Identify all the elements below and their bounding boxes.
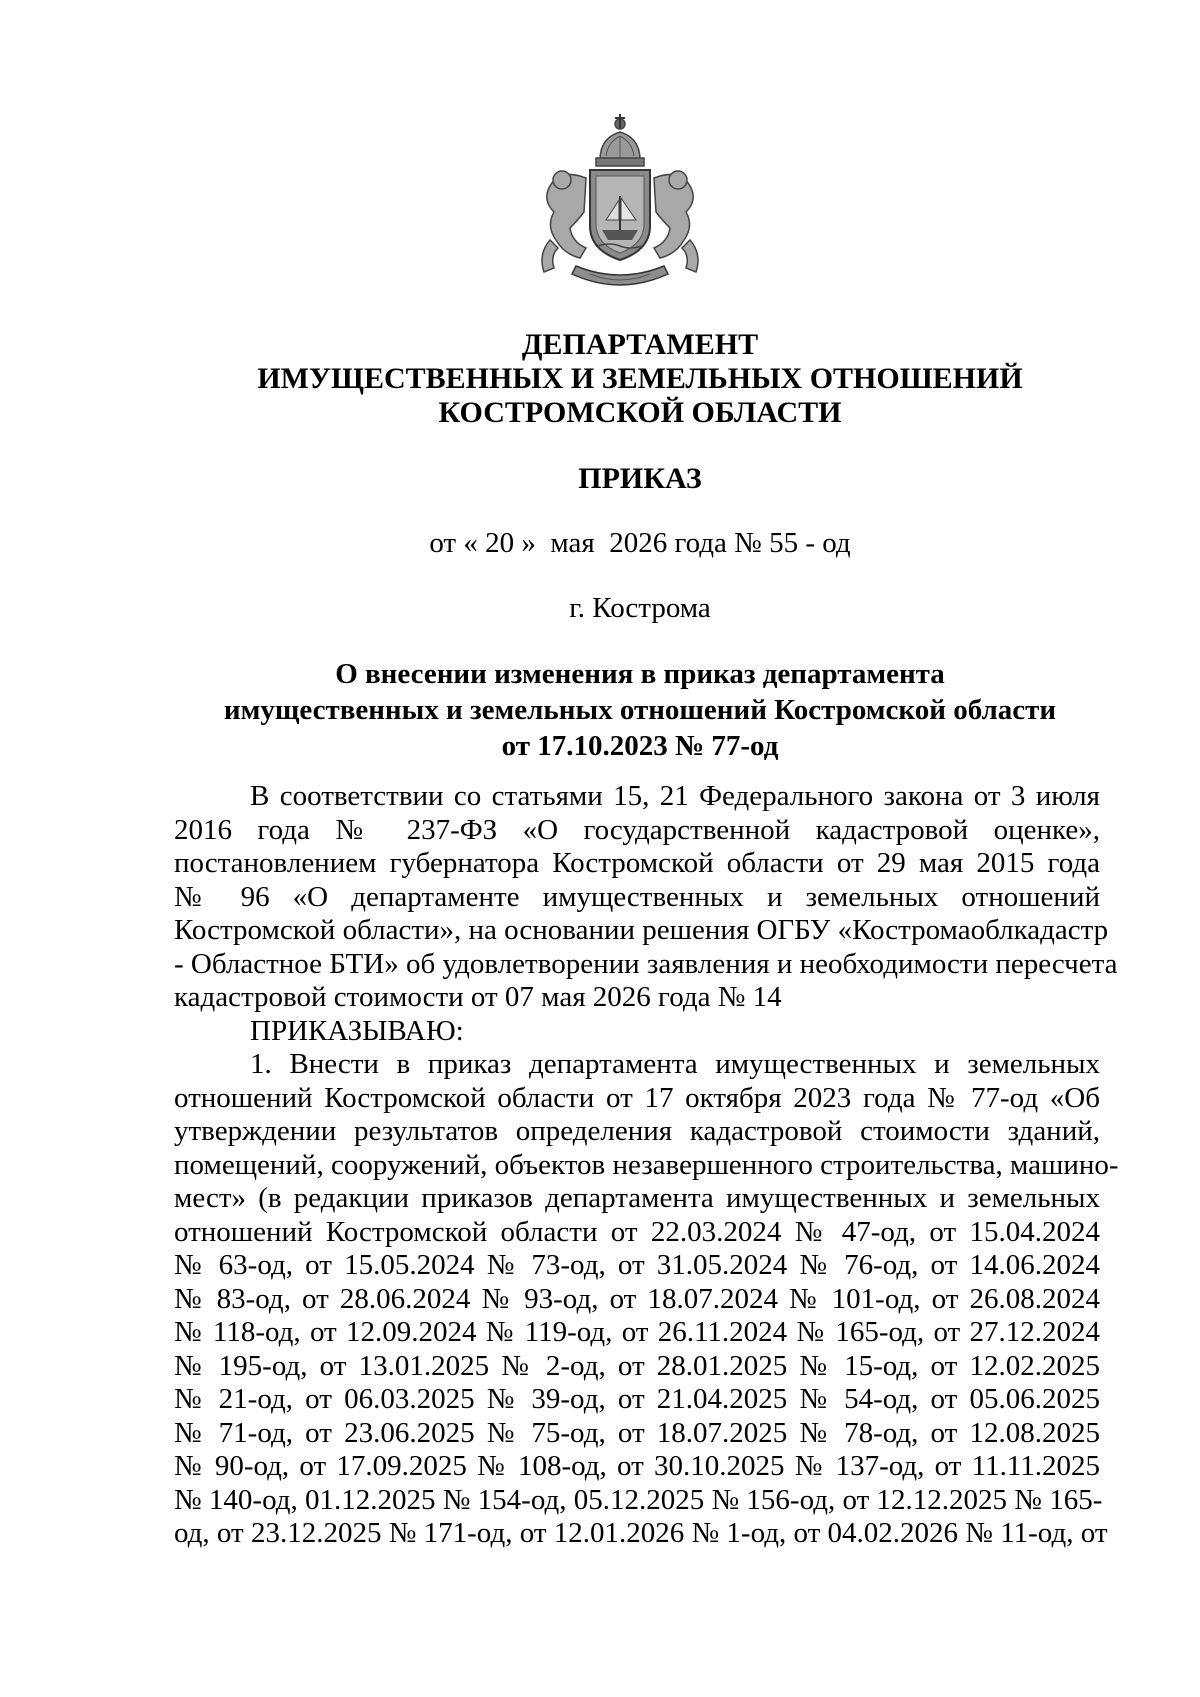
city-name: г. Кострома <box>569 592 711 624</box>
body-line: 1. Внести в приказ департамента имущественных и земельных <box>250 1048 1100 1080</box>
order-subject <box>0 656 1200 764</box>
body-line: № 71-од, от 23.06.2025 № 75-од, от 18.07.2025 № 78-од, от 12.08.2025 <box>174 1416 1100 1449</box>
body-line: № 195-од, от 13.01.2025 № 2-од, от 28.01.2025 № 15-од, от 12.02.2025 <box>174 1349 1100 1382</box>
body-line: од, от 23.12.2025 № 171-од, от 12.01.2026 № 1-од, от 04.02.2026 № 11-од, от <box>174 1517 1108 1549</box>
body-line: кадастровой стоимости от 07 мая 2026 года № 14 <box>174 981 782 1013</box>
body-line: 2016 года № 237-ФЗ «О государственной кадастровой оценке», <box>174 813 1100 846</box>
order-body <box>174 780 1119 1551</box>
body-line: постановлением губернатора Костромской области от 29 мая 2015 года <box>174 847 1100 879</box>
body-line: отношений Костромской области от 17 октября 2023 года № 77-од «Об <box>174 1081 1100 1114</box>
department-name <box>0 328 1200 430</box>
subject-line: О внесении изменения в приказ департамента <box>335 658 945 690</box>
body-line: № 83-од, от 28.06.2024 № 93-од, от 18.07.2024 № 101-од, от 26.08.2024 <box>174 1282 1100 1315</box>
department-line: ДЕПАРТАМЕНТ <box>521 328 759 361</box>
body-line: В соответствии со статьями 15, 21 Федерального закона от 3 июля <box>250 780 1100 812</box>
body-line: № 118-од, от 12.09.2024 № 119-од, от 26.11.2024 № 165-од, от 27.12.2024 <box>174 1316 1100 1348</box>
body-line: № 63-од, от 15.05.2024 № 73-од, от 31.05.2024 № 76-од, от 14.06.2024 <box>174 1249 1100 1281</box>
body-line: утверждении результатов определения кадастровой стоимости зданий, <box>174 1115 1100 1147</box>
body-line: отношений Костромской области от 22.03.2024 № 47-од, от 15.04.2024 <box>174 1215 1100 1248</box>
body-line: № 140-од, 01.12.2025 № 154-од, 05.12.2025 № 156-од, от 12.12.2025 № 165- <box>174 1483 1103 1516</box>
body-line: помещений, сооружений, объектов незавершенного строительства, машино- <box>174 1148 1119 1181</box>
order-date-number: от « 20 » мая 2026 года № 55 - од <box>429 527 851 559</box>
document-type-title: ПРИКАЗ <box>578 462 702 495</box>
subject-line: от 17.10.2023 № 77-од <box>501 730 779 762</box>
department-line: ИМУЩЕСТВЕННЫХ И ЗЕМЕЛЬНЫХ ОТНОШЕНИЙ <box>257 362 1023 395</box>
body-line: № 90-од, от 17.09.2025 № 108-од, от 30.10.2025 № 137-од, от 11.11.2025 <box>174 1450 1100 1482</box>
body-line: № 96 «О департаменте имущественных и земельных отношений <box>174 880 1100 913</box>
body-line: - Областное БТИ» об удовлетворении заявления и необходимости пересчета <box>174 947 1118 980</box>
body-line: Костромской области», на основании решения ОГБУ «Костромаоблкадастр <box>174 914 1109 946</box>
body-line: № 21-од, от 06.03.2025 № 39-од, от 21.04.2025 № 54-од, от 05.06.2025 <box>174 1383 1100 1415</box>
coat-of-arms-emblem <box>520 108 720 298</box>
body-line: мест» (в редакции приказов департамента имущественных и земельных <box>174 1182 1100 1214</box>
department-line: КОСТРОМСКОЙ ОБЛАСТИ <box>438 396 842 429</box>
subject-line: имущественных и земельных отношений Костромской области <box>223 694 1057 726</box>
order-directive: ПРИКАЗЫВАЮ: <box>250 1014 464 1047</box>
